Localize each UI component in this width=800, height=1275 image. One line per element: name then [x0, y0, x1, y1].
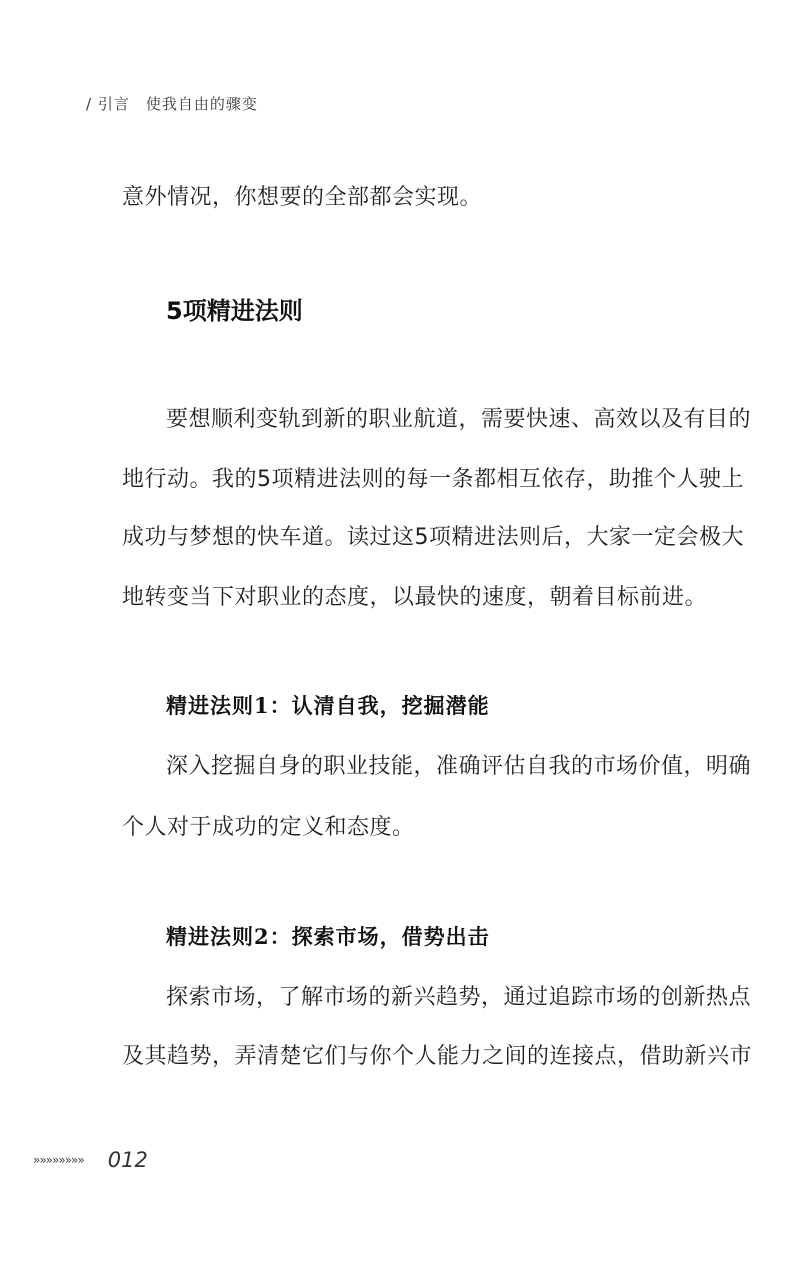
rule2-title: 精进法则2：探索市场，借势出击 — [166, 924, 490, 949]
running-header: / 引言 使我自由的骤变 — [86, 95, 258, 113]
page-footer — [33, 1148, 148, 1172]
intro-line-4: 地转变当下对职业的态度，以最快的速度，朝着目标前进。 — [122, 585, 708, 610]
rule2-line-1: 探索市场，了解市场的新兴趋势，通过追踪市场的创新热点 — [166, 985, 752, 1010]
intro-line-3: 成功与梦想的快车道。读过这5项精进法则后，大家一定会极大 — [122, 525, 744, 550]
continued-paragraph-line: 意外情况，你想要的全部都会实现。 — [122, 185, 483, 210]
section-title: 5项精进法则 — [166, 297, 303, 325]
intro-line-1: 要想顺利变轨到新的职业航道，需要快速、高效以及有目的 — [166, 407, 752, 432]
rule1-line-2: 个人对于成功的定义和态度。 — [122, 815, 415, 840]
chevron-ornament-icon: »»»»»»»» — [33, 1153, 84, 1167]
intro-line-2: 地行动。我的5项精进法则的每一条都相互依存，助推个人驶上 — [122, 467, 744, 492]
page-number: 012 — [107, 1148, 148, 1172]
rule2-line-2: 及其趋势，弄清楚它们与你个人能力之间的连接点，借助新兴市 — [122, 1044, 753, 1069]
rule1-title: 精进法则1：认清自我，挖掘潜能 — [166, 693, 490, 718]
rule1-line-1: 深入挖掘自身的职业技能，准确评估自我的市场价值，明确 — [166, 754, 752, 779]
